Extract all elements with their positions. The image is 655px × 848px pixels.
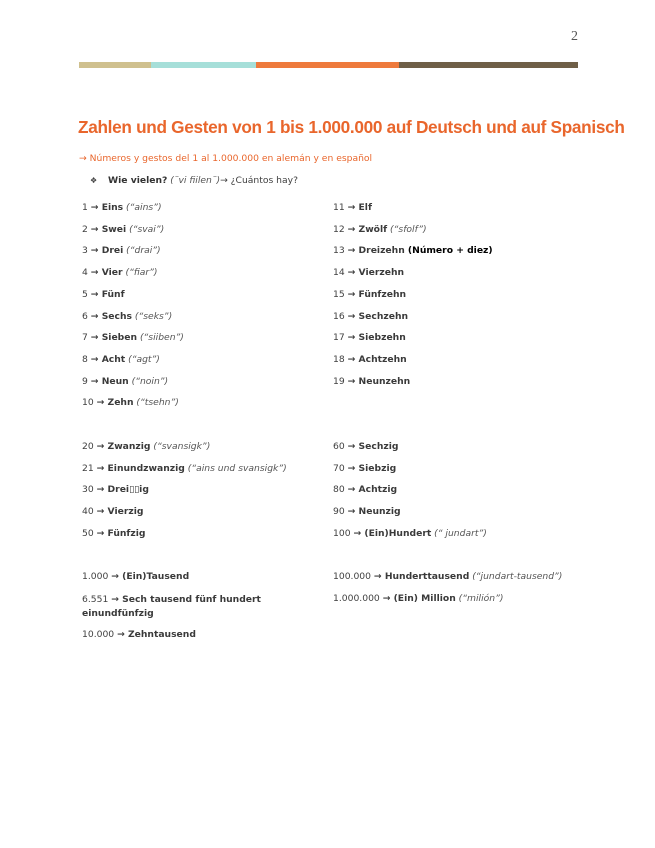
entry-german-word: Zehntausend	[127, 629, 196, 640]
entry-german-word: Fünfzehn	[358, 288, 407, 300]
arrow-icon: →	[347, 267, 359, 279]
entry-german-word: Neunzig	[358, 506, 401, 518]
entry-pronunciation: (“milión”)	[455, 593, 504, 604]
arrow-icon: →	[347, 506, 359, 518]
entry-number: 50	[82, 527, 97, 539]
entry-pronunciation: (“agt”)	[125, 353, 160, 365]
arrow-icon: →	[96, 506, 108, 518]
color-bar-segment	[79, 62, 151, 68]
number-entry	[333, 202, 372, 214]
color-bar-segment	[151, 62, 256, 68]
number-entry	[82, 484, 149, 496]
entry-number: 60	[333, 441, 348, 452]
entry-number: 4	[82, 267, 91, 279]
entry-german-word: Swei	[101, 223, 127, 235]
entry-number: 19	[333, 375, 348, 387]
entry-german-word: Siebzehn	[358, 332, 406, 344]
entry-german-word: Sechs	[101, 310, 132, 322]
number-entry	[82, 629, 196, 641]
entry-german-word: (Ein) Million	[393, 593, 456, 604]
number-entry	[82, 441, 210, 453]
entry-german-word: Achtzig	[358, 484, 398, 496]
entry-german-word: Elf	[358, 202, 372, 213]
number-entry	[333, 267, 404, 279]
entry-number: 12	[333, 223, 348, 235]
entry-german-word: Drei	[101, 245, 124, 257]
entry-pronunciation: (“jundart-tausend”)	[469, 571, 563, 582]
arrow-icon: →	[90, 245, 102, 257]
arrow-icon: →	[111, 594, 123, 605]
entry-german-word: Sieben	[101, 332, 138, 344]
entry-number: 2	[82, 223, 91, 235]
color-bar-segment	[256, 62, 399, 68]
entry-pronunciation: (“noin”)	[128, 375, 169, 387]
entry-german-word: Sech tausend fünf hundert einundfünfzig	[82, 594, 261, 619]
entry-german-word: Zehn	[107, 397, 134, 409]
entry-number: 20	[82, 441, 97, 452]
number-entry	[82, 245, 161, 257]
number-entry	[333, 311, 408, 323]
entry-pronunciation: (“fiar”)	[122, 267, 158, 279]
entry-german-word: Sechzig	[358, 441, 399, 452]
entry-german-word: Fünfzig	[107, 527, 146, 539]
arrow-icon: →	[353, 527, 365, 539]
entry-german-word: Einundzwanzig	[107, 462, 185, 474]
number-entry	[82, 267, 158, 279]
entry-german-word: Sechzehn	[358, 310, 409, 322]
entry-german-word: Siebzig	[358, 462, 397, 474]
arrow-icon: →	[96, 484, 108, 496]
arrow-icon: →	[347, 484, 359, 496]
arrow-icon: →	[347, 202, 359, 213]
page-title: Zahlen und Gesten von 1 bis 1.000.000 auf Deutsch und auf Spanisch	[78, 117, 625, 137]
number-entry	[333, 289, 406, 301]
entry-number: 18	[333, 353, 348, 365]
arrow-icon: →	[347, 441, 359, 452]
entry-number: 100	[333, 527, 354, 539]
number-entry	[82, 593, 312, 621]
entry-number: 5	[82, 288, 91, 300]
entry-pronunciation: (“tsehn”)	[133, 397, 179, 409]
number-entry	[82, 376, 168, 388]
arrow-icon: →	[347, 462, 359, 474]
number-entry	[82, 354, 160, 366]
color-bar-segment	[399, 62, 578, 68]
number-entry	[82, 571, 189, 583]
number-entry	[333, 484, 397, 496]
entry-number: 8	[82, 353, 91, 365]
arrow-icon: →	[382, 593, 394, 604]
entry-number: 100.000	[333, 571, 374, 582]
entry-german-word: Neun	[101, 375, 129, 387]
entry-number: 21	[82, 462, 97, 474]
entry-pronunciation: (“siiben”)	[137, 332, 184, 344]
entry-number: 80	[333, 484, 348, 496]
arrow-icon: →	[347, 223, 359, 235]
entry-german-word: Zwanzig	[107, 441, 151, 452]
entry-number: 11	[333, 202, 348, 213]
entry-number: 16	[333, 310, 348, 322]
number-entry	[333, 441, 398, 453]
arrow-icon: →	[90, 310, 102, 322]
number-entry	[82, 506, 143, 518]
number-entry	[82, 332, 184, 344]
entry-number: 10	[82, 397, 97, 409]
arrow-icon: →	[347, 310, 359, 322]
arrow-icon: →	[96, 527, 108, 539]
number-entry	[333, 376, 410, 388]
arrow-icon: →	[347, 245, 359, 257]
entry-german-word: Drei▯▯ig	[107, 484, 149, 496]
entry-number: 6	[82, 310, 91, 322]
number-entry	[333, 593, 503, 605]
question-line	[90, 175, 298, 186]
entry-number: 15	[333, 288, 348, 300]
page-subtitle: → Números y gestos del 1 al 1.000.000 en alemán y en español	[79, 153, 373, 164]
arrow-icon: →	[117, 629, 128, 640]
entry-german-word: Achtzehn	[358, 353, 407, 365]
entry-number: 17	[333, 332, 348, 344]
arrow-icon: →	[90, 375, 102, 387]
arrow-icon: →	[347, 288, 359, 300]
entry-number: 1	[82, 202, 91, 213]
entry-number: 90	[333, 506, 348, 518]
decorative-color-bar	[79, 62, 578, 68]
arrow-icon: →	[90, 267, 102, 279]
number-entry	[333, 224, 427, 236]
entry-pronunciation: (“drai”)	[123, 245, 161, 257]
page-number: 2	[571, 29, 578, 44]
arrow-icon: →	[90, 353, 102, 365]
entry-pronunciation: (“ains und svansigk”)	[184, 462, 287, 474]
number-entry	[82, 397, 179, 409]
entry-number: 7	[82, 332, 91, 344]
number-entry	[333, 332, 406, 344]
entry-german-word: Neunzehn	[358, 375, 411, 387]
arrow-icon: →	[347, 353, 359, 365]
entry-pronunciation: (“svai”)	[126, 223, 165, 235]
number-entry	[333, 463, 396, 475]
number-entry	[333, 245, 493, 257]
entry-number: 14	[333, 267, 348, 279]
entry-number: 13	[333, 245, 348, 257]
number-entry	[82, 311, 172, 323]
entry-pronunciation: (“ains”)	[123, 202, 162, 213]
number-entry	[333, 571, 562, 583]
arrow-icon: →	[90, 332, 102, 344]
number-entry	[82, 528, 146, 540]
arrow-icon: →	[347, 375, 359, 387]
arrow-icon: →	[96, 441, 108, 452]
entry-german-word: Dreizehn	[358, 245, 405, 257]
entry-german-word: Vierzig	[107, 506, 144, 518]
entry-number: 30	[82, 484, 97, 496]
question-text: Wie vielen?	[108, 175, 168, 186]
entry-german-word: Acht	[101, 353, 126, 365]
question-pronunciation: (¨vi fiilen¨)	[170, 175, 221, 186]
number-entry	[82, 224, 164, 236]
arrow-icon: →	[347, 332, 359, 344]
entry-pronunciation: (“sfolf”)	[387, 223, 427, 235]
arrow-icon: →	[90, 202, 102, 213]
entry-german-word: Vier	[101, 267, 123, 279]
number-entry	[82, 289, 125, 301]
arrow-icon: →	[111, 571, 123, 582]
entry-number: 70	[333, 462, 348, 474]
entry-pronunciation: (“svansigk”)	[150, 441, 211, 452]
entry-pronunciation: (“seks”)	[132, 310, 173, 322]
number-entry	[82, 463, 287, 475]
entry-number: 40	[82, 506, 97, 518]
entry-german-word: Fünf	[101, 288, 125, 300]
arrow-icon: →	[90, 288, 102, 300]
number-entry	[82, 202, 162, 214]
entry-german-word: Hunderttausend	[384, 571, 470, 582]
question-translation: → ¿Cuántos hay?	[220, 175, 298, 186]
entry-number: 6.551	[82, 594, 112, 605]
arrow-icon: →	[96, 397, 108, 409]
entry-number: 1.000	[82, 571, 112, 582]
entry-number: 10.000	[82, 629, 118, 640]
entry-german-word: (Ein)Hundert	[364, 527, 432, 539]
arrow-icon: →	[373, 571, 385, 582]
entry-german-word: Zwölf	[358, 223, 388, 235]
entry-number: 1.000.000	[333, 593, 383, 604]
entry-german-word: (Ein)Tausend	[122, 571, 190, 582]
diamond-bullet-icon: ❖	[90, 176, 98, 185]
entry-german-word: Eins	[101, 202, 124, 213]
entry-german-word: Vierzehn	[358, 267, 405, 279]
arrow-icon: →	[96, 462, 108, 474]
entry-number: 3	[82, 245, 91, 257]
entry-number: 9	[82, 375, 91, 387]
number-entry	[333, 506, 401, 518]
arrow-icon: →	[90, 223, 102, 235]
number-entry	[333, 528, 487, 540]
entry-note: (Número + diez)	[404, 245, 493, 257]
entry-pronunciation: (“ jundart”)	[431, 527, 487, 539]
number-entry	[333, 354, 407, 366]
